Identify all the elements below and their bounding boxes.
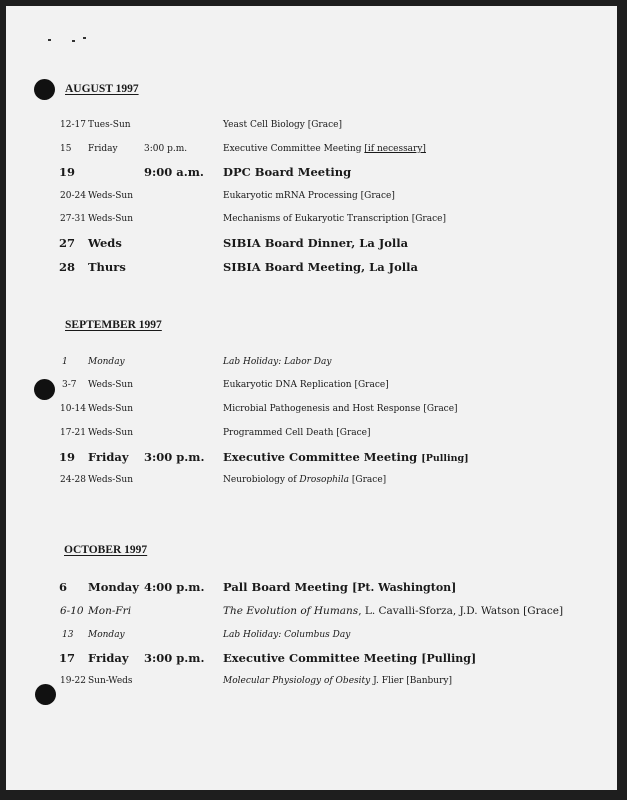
event-name-italic: Drosophila — [299, 475, 350, 485]
event-row — [6, 165, 617, 183]
event-date: 6 — [59, 580, 68, 594]
event-row — [6, 191, 617, 209]
event-title — [223, 676, 452, 686]
event-tag: [Grace] — [360, 191, 395, 201]
event-name-prefix: Neurobiology of — [223, 475, 300, 485]
event-name: Yeast Cell Biology — [223, 120, 305, 130]
event-date: 19-22 — [60, 676, 86, 686]
event-row — [6, 651, 617, 669]
event-date: 12-17 — [60, 120, 86, 130]
event-date: 17 — [59, 651, 76, 665]
event-title — [223, 605, 563, 617]
event-tag: [Banbury] — [406, 676, 452, 686]
event-tag: [Grace] — [523, 605, 564, 617]
event-time: 3:00 p.m. — [144, 450, 205, 464]
event-title: Lab Holiday: Columbus Day — [223, 630, 351, 640]
event-name: Eukaryotic mRNA Processing — [223, 191, 358, 201]
event-title — [223, 404, 458, 414]
event-date: 15 — [60, 144, 72, 154]
event-title — [223, 475, 386, 485]
event-row — [6, 236, 617, 254]
event-title: Lab Holiday: Labor Day — [223, 357, 332, 367]
event-day: Monday — [88, 630, 125, 640]
event-name: Mechanisms of Eukaryotic Transcription — [223, 214, 409, 224]
event-title — [223, 380, 389, 390]
event-name: Programmed Cell Death — [223, 428, 334, 438]
event-day: Friday — [88, 450, 129, 464]
event-row — [6, 605, 617, 623]
event-location: , La Jolla — [361, 260, 418, 274]
event-date: 1 — [62, 357, 68, 367]
event-row — [6, 380, 617, 398]
event-title — [223, 580, 456, 594]
event-tag: [Grace] — [354, 380, 389, 390]
event-tag: [Grace] — [423, 404, 458, 414]
event-date: 10-14 — [60, 404, 86, 414]
event-name: Executive Committee Meeting — [223, 651, 418, 665]
document-page — [6, 6, 617, 790]
event-day: Weds-Sun — [88, 191, 134, 201]
event-row — [6, 144, 617, 162]
event-title — [223, 260, 418, 274]
event-day: Sun-Weds — [88, 676, 133, 686]
month-heading-september: SEPTEMBER 1997 — [65, 319, 162, 331]
event-title: DPC Board Meeting — [223, 165, 352, 179]
event-date: 19 — [59, 165, 76, 179]
event-time: 4:00 p.m. — [144, 580, 205, 594]
event-tag: [if necessary] — [364, 144, 426, 154]
event-date: 17-21 — [60, 428, 86, 438]
month-heading-august: AUGUST 1997 — [65, 83, 139, 95]
event-row — [6, 214, 617, 232]
event-date: 6-10 — [60, 605, 84, 617]
event-location: , L. Cavalli-Sforza, J.D. Watson — [358, 605, 520, 617]
event-row — [6, 357, 617, 375]
event-day: Tues-Sun — [88, 120, 131, 130]
event-day: Friday — [88, 651, 129, 665]
event-row — [6, 120, 617, 138]
event-row — [6, 630, 617, 648]
event-row — [6, 428, 617, 446]
event-title — [223, 651, 476, 665]
event-date: 13 — [62, 630, 74, 640]
speck-mark — [48, 39, 51, 41]
event-row — [6, 404, 617, 422]
event-title — [223, 428, 371, 438]
event-day: Monday — [88, 357, 125, 367]
event-title — [223, 144, 426, 154]
event-name: Microbial Pathogenesis and Host Response — [223, 404, 421, 414]
event-row — [6, 676, 617, 694]
event-tag: [Grace] — [351, 475, 387, 485]
event-row — [6, 475, 617, 493]
event-name: SIBIA Board Dinner — [223, 236, 352, 250]
event-title — [223, 120, 342, 130]
event-tag: [Grace] — [307, 120, 342, 130]
event-title — [223, 214, 446, 224]
event-title — [223, 236, 408, 250]
event-tag: [Grace] — [411, 214, 446, 224]
event-row — [6, 450, 617, 468]
event-name: The Evolution of Humans — [223, 605, 359, 617]
event-tag: [Pulling] — [421, 453, 469, 464]
event-title — [223, 450, 469, 464]
punch-hole — [34, 79, 55, 100]
event-date: 3-7 — [62, 380, 77, 390]
event-name: Pall Board Meeting — [223, 580, 348, 594]
event-name: Eukaryotic DNA Replication — [223, 380, 352, 390]
event-row — [6, 260, 617, 278]
speck-mark — [72, 40, 75, 42]
event-tag: [Pulling] — [421, 652, 477, 665]
event-time: 9:00 a.m. — [144, 165, 204, 179]
event-name: Molecular Physiology of Obesity — [223, 676, 371, 686]
event-date: 27 — [59, 236, 76, 250]
event-day: Weds-Sun — [88, 428, 134, 438]
event-tag: [Grace] — [336, 428, 371, 438]
month-heading-october: OCTOBER 1997 — [64, 544, 148, 556]
event-location: J. Flier — [370, 676, 404, 686]
event-row — [6, 580, 617, 598]
event-date: 28 — [59, 260, 76, 274]
event-location: , La Jolla — [351, 236, 409, 250]
event-day: Weds-Sun — [88, 214, 134, 224]
event-name: Executive Committee Meeting — [223, 450, 418, 464]
event-day: Weds-Sun — [88, 404, 134, 414]
event-date: 24-28 — [60, 475, 86, 485]
event-day: Weds-Sun — [88, 380, 134, 390]
event-date: 20-24 — [60, 191, 86, 201]
event-day: Weds — [88, 236, 122, 250]
event-day: Weds-Sun — [88, 475, 134, 485]
event-name: Executive Committee Meeting — [223, 144, 362, 154]
event-day: Monday — [88, 580, 139, 594]
event-tag: [Pt. Washington] — [351, 581, 457, 594]
event-day: Thurs — [88, 260, 126, 274]
event-name: SIBIA Board Meeting — [223, 260, 362, 274]
event-time: 3:00 p.m. — [144, 144, 188, 154]
event-date: 19 — [59, 450, 76, 464]
event-day: Friday — [88, 144, 118, 154]
event-day: Mon-Fri — [88, 605, 132, 617]
event-title — [223, 191, 395, 201]
speck-mark — [83, 37, 86, 39]
event-time: 3:00 p.m. — [144, 651, 205, 665]
event-date: 27-31 — [60, 214, 86, 224]
